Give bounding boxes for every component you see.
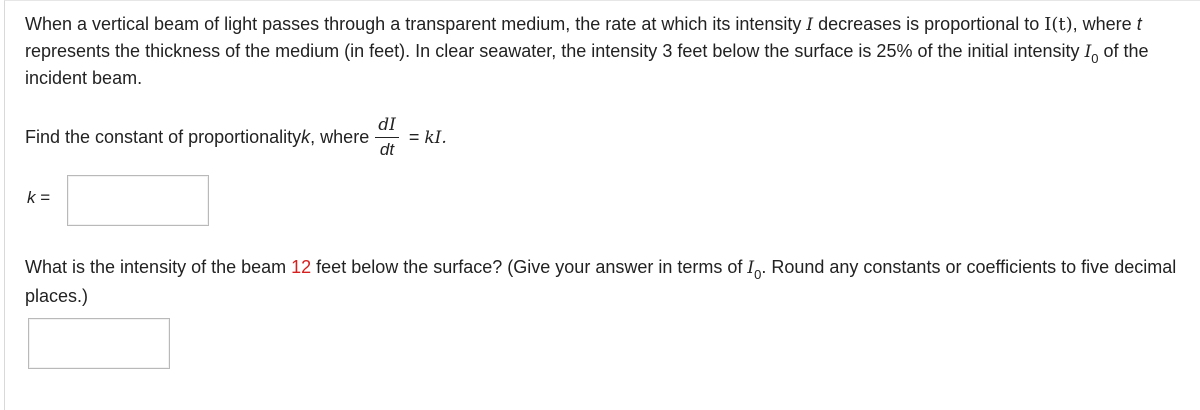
question2-text-2: feet below the surface? (Give your answer in terms of — [311, 257, 748, 277]
initial-intensity-subscript: 0 — [1091, 51, 1099, 66]
fraction-numerator: dI — [375, 114, 399, 138]
k-label-equals: = — [40, 188, 51, 207]
question2-text-1: What is the intensity of the beam — [25, 257, 292, 277]
question2-text-3: . Round any constants or coefficients to five decimal places.) — [25, 257, 1177, 306]
variable-I: I — [806, 15, 814, 35]
intensity-question — [25, 253, 1190, 310]
initial-intensity-symbol-2: I — [747, 258, 755, 278]
intro-text-4: represents the thickness of the medium (in feet). In clear seawater, the intensity 3 feet below the surface is 25% of the initial intensity — [25, 41, 1085, 61]
find-text-where: , where — [310, 126, 370, 147]
problem-statement — [25, 11, 1190, 91]
find-text: Find the constant of proportionality — [25, 126, 302, 147]
derivative-fraction — [375, 114, 399, 161]
intro-text-1: When a vertical beam of light passes through a transparent medium, the rate at which its intensity — [25, 14, 807, 34]
k-label-variable: k — [27, 188, 36, 207]
fraction-denominator: dt — [379, 139, 395, 159]
intro-text-5: of the incident beam. — [25, 41, 1149, 88]
k-answer-input[interactable] — [67, 175, 209, 226]
equation-rhs — [409, 127, 447, 148]
variable-t: t — [1136, 14, 1142, 34]
intro-text-2: decreases is proportional to — [813, 14, 1045, 34]
equals-sign: = — [408, 126, 420, 147]
depth-value: 12 — [291, 257, 312, 277]
variable-k: k — [301, 126, 311, 147]
function-I-of-t: I(t) — [1044, 14, 1073, 35]
initial-intensity-subscript-2: 0 — [754, 267, 762, 282]
intensity-answer-input[interactable] — [28, 318, 170, 369]
find-constant-prompt — [25, 110, 447, 164]
intro-text-3: , where — [1072, 14, 1137, 34]
initial-intensity-symbol: I — [1084, 42, 1092, 62]
k-answer-label — [27, 188, 50, 208]
equation-kI: kI. — [424, 127, 447, 148]
